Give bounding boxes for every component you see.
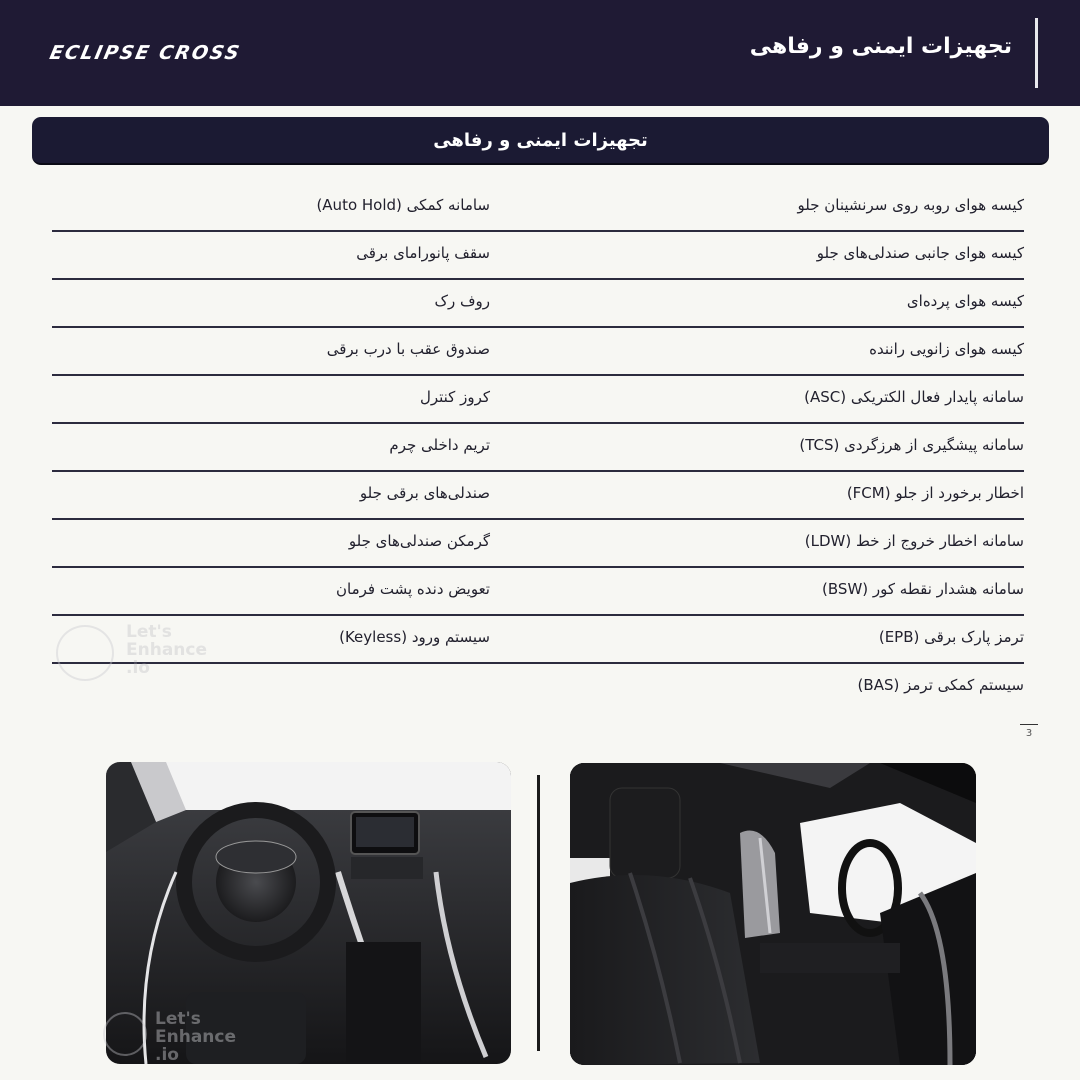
- watermark-logo-icon: [56, 625, 114, 681]
- watermark-text: Enhance: [126, 640, 207, 660]
- feature-comfort: تریم داخلی چرم: [389, 436, 490, 454]
- brand-logo: ECLIPSE CROSS: [47, 42, 244, 64]
- feature-safety: کیسه هوای روبه روی سرنشینان جلو: [797, 196, 1024, 214]
- feature-comfort: صندلی‌های برقی جلو: [359, 484, 490, 502]
- seats-photo: [570, 763, 976, 1065]
- feature-safety: سامانه اخطار خروج از خط (LDW): [804, 532, 1024, 550]
- feature-safety: ترمز پارک برقی (EPB): [878, 628, 1024, 646]
- table-row: [52, 520, 1024, 568]
- table-row: [52, 232, 1024, 280]
- title-divider: [1035, 18, 1038, 88]
- table-row: [52, 280, 1024, 328]
- page-number: 3: [1020, 724, 1038, 739]
- feature-safety: سامانه پایدار فعال الکتریکی (ASC): [804, 388, 1024, 406]
- watermark-text: Let's: [126, 622, 172, 642]
- feature-comfort: کروز کنترل: [419, 388, 490, 406]
- section-header: [32, 117, 1049, 165]
- feature-comfort: سیستم ورود (Keyless): [339, 628, 490, 646]
- feature-comfort: تعویض دنده پشت فرمان: [336, 580, 490, 598]
- watermark-text: Enhance: [155, 1027, 236, 1047]
- feature-safety: کیسه هوای پرده‌ای: [906, 292, 1024, 310]
- feature-safety: سیستم کمکی ترمز (BAS): [857, 676, 1024, 694]
- feature-safety: کیسه هوای زانویی راننده: [869, 340, 1024, 358]
- table-row: [52, 328, 1024, 376]
- table-row: [52, 472, 1024, 520]
- feature-safety: سامانه پیشگیری از هرزگردی (TCS): [799, 436, 1024, 454]
- feature-comfort: روف رک: [434, 292, 490, 310]
- feature-comfort: گرمکن صندلی‌های جلو: [348, 532, 490, 550]
- feature-safety: سامانه هشدار نقطه کور (BSW): [822, 580, 1024, 598]
- watermark-text: Let's: [155, 1009, 201, 1029]
- watermark-logo-icon: [103, 1012, 147, 1056]
- feature-comfort: سامانه کمکی (Auto Hold): [316, 196, 490, 214]
- photo-divider: [537, 775, 540, 1051]
- feature-safety: اخطار برخورد از جلو (FCM): [846, 484, 1024, 502]
- feature-comfort: صندوق عقب با درب برقی: [326, 340, 490, 358]
- section-title: تجهیزات ایمنی و رفاهی: [433, 129, 648, 151]
- feature-comfort: سقف پانورامای برقی: [356, 244, 490, 262]
- watermark-text: .io: [126, 658, 150, 678]
- page-title: تجهیزات ایمنی و رفاهی: [749, 34, 1012, 59]
- watermark: [126, 623, 207, 677]
- watermark-text: .io: [155, 1045, 179, 1065]
- top-banner: [0, 0, 1080, 106]
- seats-image: [570, 763, 976, 1065]
- table-row: [52, 376, 1024, 424]
- feature-safety: کیسه هوای جانبی صندلی‌های جلو: [816, 244, 1024, 262]
- table-row: [52, 568, 1024, 616]
- table-row: [52, 184, 1024, 232]
- watermark: [155, 1010, 236, 1064]
- table-row: [52, 424, 1024, 472]
